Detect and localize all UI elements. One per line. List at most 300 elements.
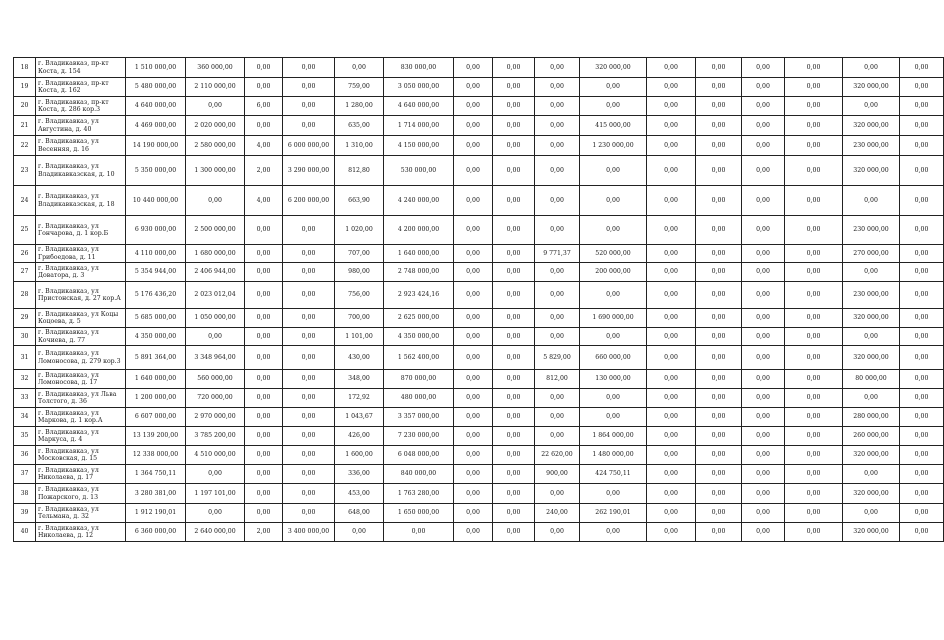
amount-cell: 0,00 (647, 282, 696, 309)
amount-cell: 0,00 (647, 97, 696, 116)
amount-cell: 0,00 (283, 504, 335, 523)
amount-cell: 5 685 000,00 (126, 309, 186, 328)
amount-cell: 0,00 (696, 389, 742, 408)
amount-cell: 530 000,00 (384, 156, 454, 186)
amount-cell: 0,00 (742, 58, 785, 78)
address-cell: г. Владикавказ, ул Николаева, д. 17 (36, 465, 126, 484)
amount-cell: 0,00 (696, 116, 742, 136)
amount-cell: 0,00 (493, 156, 535, 186)
amount-cell: 0,00 (283, 97, 335, 116)
amount-cell: 1 043,67 (335, 408, 384, 427)
amount-cell: 7 230 000,00 (384, 427, 454, 446)
amount-cell: 0,00 (900, 263, 944, 282)
amount-cell: 0,00 (283, 484, 335, 504)
amount-cell: 0,00 (647, 245, 696, 263)
amount-cell: 2 625 000,00 (384, 309, 454, 328)
amount-cell: 812,00 (535, 370, 580, 389)
amount-cell: 4 200 000,00 (384, 216, 454, 245)
amount-cell: 4 510 000,00 (186, 446, 245, 465)
row-number-cell: 35 (14, 427, 36, 446)
amount-cell: 3 290 000,00 (283, 156, 335, 186)
amount-cell: 0,00 (900, 370, 944, 389)
amount-cell: 0,00 (696, 58, 742, 78)
amount-cell: 0,00 (493, 282, 535, 309)
amount-cell: 1 364 750,11 (126, 465, 186, 484)
amount-cell: 0,00 (900, 446, 944, 465)
amount-cell: 707,00 (335, 245, 384, 263)
amount-cell: 0,00 (493, 370, 535, 389)
amount-cell: 0,00 (742, 116, 785, 136)
amount-cell: 0,00 (647, 446, 696, 465)
amount-cell: 0,00 (493, 427, 535, 446)
address-cell: г. Владикавказ, ул Августина, д. 40 (36, 116, 126, 136)
amount-cell: 3 357 000,00 (384, 408, 454, 427)
address-cell: г. Владикавказ, пр-кт Коста, д. 154 (36, 58, 126, 78)
row-number-cell: 33 (14, 389, 36, 408)
table-row (14, 116, 944, 136)
amount-cell: 0,00 (493, 446, 535, 465)
amount-cell: 0,00 (454, 156, 493, 186)
amount-cell: 0,00 (785, 156, 843, 186)
table-row (14, 465, 944, 484)
address-cell: г. Владикавказ, ул Грибоедова, д. 11 (36, 245, 126, 263)
amount-cell: 0,00 (454, 78, 493, 97)
amount-cell: 4 240 000,00 (384, 186, 454, 216)
amount-cell: 200 000,00 (580, 263, 647, 282)
table-row (14, 156, 944, 186)
amount-cell: 6 200 000,00 (283, 186, 335, 216)
amount-cell: 0,00 (535, 389, 580, 408)
amount-cell: 1 600,00 (335, 446, 384, 465)
amount-cell: 0,00 (900, 216, 944, 245)
amount-cell: 0,00 (900, 282, 944, 309)
amount-cell: 5 176 436,20 (126, 282, 186, 309)
row-number-cell: 27 (14, 263, 36, 282)
row-number-cell: 34 (14, 408, 36, 427)
amount-cell: 0,00 (493, 504, 535, 523)
amount-cell: 480 000,00 (384, 389, 454, 408)
amount-cell: 1 510 000,00 (126, 58, 186, 78)
row-number-cell: 30 (14, 328, 36, 346)
amount-cell: 980,00 (335, 263, 384, 282)
amount-cell: 0,00 (647, 408, 696, 427)
amount-cell: 0,00 (535, 427, 580, 446)
amount-cell: 0,00 (696, 309, 742, 328)
amount-cell: 0,00 (696, 346, 742, 370)
amount-cell: 0,00 (493, 58, 535, 78)
amount-cell: 22 620,00 (535, 446, 580, 465)
amount-cell: 4 640 000,00 (126, 97, 186, 116)
amount-cell: 1 912 190,01 (126, 504, 186, 523)
amount-cell: 0,00 (283, 328, 335, 346)
amount-cell: 0,00 (335, 523, 384, 542)
amount-cell: 0,00 (535, 523, 580, 542)
table-row (14, 136, 944, 156)
amount-cell: 0,00 (535, 328, 580, 346)
amount-cell: 1 690 000,00 (580, 309, 647, 328)
amount-cell: 0,00 (843, 504, 900, 523)
amount-cell: 0,00 (742, 370, 785, 389)
amount-cell: 0,00 (696, 523, 742, 542)
amount-cell: 0,00 (785, 309, 843, 328)
amount-cell: 3 348 964,00 (186, 346, 245, 370)
amount-cell: 0,00 (535, 136, 580, 156)
amount-cell: 648,00 (335, 504, 384, 523)
amount-cell: 720 000,00 (186, 389, 245, 408)
amount-cell: 0,00 (245, 389, 283, 408)
amount-cell: 0,00 (283, 446, 335, 465)
amount-cell: 2 406 944,00 (186, 263, 245, 282)
amount-cell: 0,00 (245, 346, 283, 370)
row-number-cell: 29 (14, 309, 36, 328)
amount-cell: 0,00 (647, 186, 696, 216)
amount-cell: 0,00 (696, 97, 742, 116)
amount-cell: 1 480 000,00 (580, 446, 647, 465)
table-row (14, 328, 944, 346)
amount-cell: 0,00 (454, 309, 493, 328)
amount-cell: 0,00 (580, 389, 647, 408)
address-cell: г. Владикавказ, ул Николаева, д. 12 (36, 523, 126, 542)
amount-cell: 0,00 (785, 216, 843, 245)
amount-cell: 240,00 (535, 504, 580, 523)
amount-cell: 2 640 000,00 (186, 523, 245, 542)
table-row (14, 346, 944, 370)
amount-cell: 0,00 (900, 484, 944, 504)
row-number-cell: 24 (14, 186, 36, 216)
amount-cell: 0,00 (535, 484, 580, 504)
amount-cell: 262 190,01 (580, 504, 647, 523)
row-number-cell: 23 (14, 156, 36, 186)
amount-cell: 0,00 (454, 523, 493, 542)
amount-cell: 130 000,00 (580, 370, 647, 389)
amount-cell: 0,00 (647, 370, 696, 389)
amount-cell: 5 354 944,00 (126, 263, 186, 282)
table-row (14, 78, 944, 97)
amount-cell: 0,00 (245, 245, 283, 263)
amount-cell: 0,00 (647, 136, 696, 156)
amount-cell: 2 020 000,00 (186, 116, 245, 136)
amount-cell: 0,00 (900, 389, 944, 408)
amount-cell: 0,00 (283, 346, 335, 370)
amount-cell: 1 562 400,00 (384, 346, 454, 370)
amount-cell: 9 771,37 (535, 245, 580, 263)
amount-cell: 0,00 (647, 504, 696, 523)
amount-cell: 0,00 (696, 263, 742, 282)
amount-cell: 1 280,00 (335, 97, 384, 116)
amount-cell: 0,00 (186, 465, 245, 484)
amount-cell: 0,00 (647, 78, 696, 97)
amount-cell: 0,00 (696, 328, 742, 346)
amount-cell: 0,00 (696, 136, 742, 156)
table-row (14, 504, 944, 523)
amount-cell: 0,00 (335, 58, 384, 78)
amount-cell: 0,00 (493, 309, 535, 328)
amount-cell: 0,00 (785, 523, 843, 542)
row-number-cell: 18 (14, 58, 36, 78)
amount-cell: 0,00 (283, 216, 335, 245)
table-row (14, 446, 944, 465)
amount-cell: 0,00 (785, 186, 843, 216)
amount-cell: 0,00 (454, 216, 493, 245)
amount-cell: 1 640 000,00 (384, 245, 454, 263)
table-row (14, 309, 944, 328)
amount-cell: 270 000,00 (843, 245, 900, 263)
amount-cell: 172,92 (335, 389, 384, 408)
address-cell: г. Владикавказ, ул Коцы Коцоева, д. 5 (36, 309, 126, 328)
row-number-cell: 25 (14, 216, 36, 245)
amount-cell: 0,00 (493, 116, 535, 136)
amount-cell: 0,00 (742, 446, 785, 465)
amount-cell: 0,00 (580, 156, 647, 186)
amount-cell: 0,00 (493, 465, 535, 484)
amount-cell: 0,00 (493, 245, 535, 263)
amount-cell: 0,00 (742, 97, 785, 116)
amount-cell: 4 110 000,00 (126, 245, 186, 263)
amount-cell: 0,00 (283, 465, 335, 484)
amount-cell: 0,00 (454, 136, 493, 156)
amount-cell: 1 197 101,00 (186, 484, 245, 504)
amount-cell: 0,00 (647, 309, 696, 328)
amount-cell: 0,00 (580, 484, 647, 504)
amount-cell: 0,00 (245, 309, 283, 328)
amount-cell: 0,00 (785, 282, 843, 309)
amount-cell: 2,00 (245, 523, 283, 542)
amount-cell: 0,00 (785, 427, 843, 446)
amount-cell: 0,00 (493, 216, 535, 245)
amount-cell: 0,00 (742, 282, 785, 309)
amount-cell: 3 050 000,00 (384, 78, 454, 97)
amount-cell: 320 000,00 (843, 156, 900, 186)
amount-cell: 4,00 (245, 136, 283, 156)
amount-cell: 0,00 (742, 465, 785, 484)
amount-cell: 0,00 (454, 328, 493, 346)
amount-cell: 0,00 (535, 78, 580, 97)
table-row (14, 389, 944, 408)
amount-cell: 0,00 (454, 370, 493, 389)
amount-cell: 0,00 (283, 408, 335, 427)
amount-cell: 1 310,00 (335, 136, 384, 156)
amount-cell: 0,00 (785, 245, 843, 263)
amount-cell: 0,00 (186, 504, 245, 523)
amount-cell: 426,00 (335, 427, 384, 446)
amount-cell: 415 000,00 (580, 116, 647, 136)
amount-cell: 0,00 (785, 484, 843, 504)
amount-cell: 0,00 (843, 58, 900, 78)
row-number-cell: 32 (14, 370, 36, 389)
amount-cell: 560 000,00 (186, 370, 245, 389)
amount-cell: 320 000,00 (843, 446, 900, 465)
amount-cell: 0,00 (696, 216, 742, 245)
amount-cell: 320 000,00 (843, 346, 900, 370)
amount-cell: 348,00 (335, 370, 384, 389)
table-row (14, 58, 944, 78)
amount-cell: 0,00 (647, 427, 696, 446)
address-cell: г. Владикавказ, ул Гончарова, д. 1 кор.Б (36, 216, 126, 245)
amount-cell: 0,00 (493, 523, 535, 542)
amount-cell: 0,00 (900, 116, 944, 136)
amount-cell: 0,00 (696, 78, 742, 97)
amount-cell: 0,00 (493, 136, 535, 156)
amount-cell: 520 000,00 (580, 245, 647, 263)
amount-cell: 430,00 (335, 346, 384, 370)
amount-cell: 0,00 (696, 484, 742, 504)
amount-cell: 0,00 (245, 58, 283, 78)
amount-cell: 0,00 (843, 465, 900, 484)
amount-cell: 0,00 (900, 156, 944, 186)
amount-cell: 0,00 (245, 427, 283, 446)
amount-cell: 0,00 (647, 389, 696, 408)
address-cell: г. Владикавказ, ул Ломоносова, д. 279 кор.3 (36, 346, 126, 370)
address-cell: г. Владикавказ, ул Московская, д. 15 (36, 446, 126, 465)
amount-cell: 0,00 (283, 78, 335, 97)
amount-cell: 0,00 (283, 263, 335, 282)
amount-cell: 756,00 (335, 282, 384, 309)
table-row (14, 245, 944, 263)
amount-cell: 0,00 (283, 282, 335, 309)
amount-cell: 6 360 000,00 (126, 523, 186, 542)
amount-cell: 0,00 (900, 78, 944, 97)
amount-cell: 0,00 (900, 245, 944, 263)
amount-cell: 230 000,00 (843, 282, 900, 309)
amount-cell: 0,00 (647, 116, 696, 136)
amount-cell: 0,00 (454, 346, 493, 370)
amount-cell: 1 101,00 (335, 328, 384, 346)
table-row (14, 484, 944, 504)
amount-cell: 0,00 (696, 156, 742, 186)
amount-cell: 0,00 (454, 116, 493, 136)
amount-cell: 0,00 (900, 136, 944, 156)
address-cell: г. Владикавказ, пр-кт Коста, д. 286 кор.3 (36, 97, 126, 116)
amount-cell: 0,00 (245, 504, 283, 523)
amount-cell: 0,00 (900, 408, 944, 427)
row-number-cell: 38 (14, 484, 36, 504)
amount-cell: 0,00 (742, 523, 785, 542)
amount-cell: 453,00 (335, 484, 384, 504)
address-cell: г. Владикавказ, ул Маркова, д. 1 кор.А (36, 408, 126, 427)
amount-cell: 0,00 (580, 216, 647, 245)
amount-cell: 2 110 000,00 (186, 78, 245, 97)
amount-cell: 660 000,00 (580, 346, 647, 370)
amount-cell: 1 680 000,00 (186, 245, 245, 263)
amount-cell: 0,00 (785, 370, 843, 389)
amount-cell: 0,00 (742, 408, 785, 427)
amount-cell: 0,00 (742, 484, 785, 504)
row-number-cell: 22 (14, 136, 36, 156)
amount-cell: 0,00 (696, 245, 742, 263)
amount-cell: 0,00 (283, 427, 335, 446)
amount-cell: 0,00 (454, 446, 493, 465)
amount-cell: 1 230 000,00 (580, 136, 647, 156)
amount-cell: 0,00 (580, 97, 647, 116)
amount-cell: 0,00 (493, 408, 535, 427)
amount-cell: 6 607 000,00 (126, 408, 186, 427)
amount-cell: 0,00 (785, 263, 843, 282)
amount-cell: 0,00 (785, 136, 843, 156)
amount-cell: 0,00 (785, 408, 843, 427)
amount-cell: 0,00 (283, 389, 335, 408)
amount-cell: 0,00 (647, 263, 696, 282)
table-row (14, 523, 944, 542)
amount-cell: 0,00 (647, 523, 696, 542)
amount-cell: 1 200 000,00 (126, 389, 186, 408)
amount-cell: 0,00 (454, 427, 493, 446)
amount-cell: 0,00 (245, 465, 283, 484)
amount-cell: 0,00 (535, 408, 580, 427)
amount-cell: 0,00 (900, 309, 944, 328)
amount-cell: 0,00 (245, 484, 283, 504)
address-cell: г. Владикавказ, ул Тельмана, д. 32 (36, 504, 126, 523)
table-row (14, 408, 944, 427)
amount-cell: 230 000,00 (843, 136, 900, 156)
row-number-cell: 39 (14, 504, 36, 523)
amount-cell: 0,00 (535, 186, 580, 216)
address-cell: г. Владикавказ, ул Кочиева, д. 77 (36, 328, 126, 346)
amount-cell: 0,00 (900, 328, 944, 346)
amount-cell: 3 400 000,00 (283, 523, 335, 542)
amount-cell: 0,00 (647, 156, 696, 186)
amount-cell: 1 763 280,00 (384, 484, 454, 504)
amount-cell: 12 338 000,00 (126, 446, 186, 465)
amount-cell: 4 150 000,00 (384, 136, 454, 156)
amount-cell: 6 000 000,00 (283, 136, 335, 156)
amount-cell: 0,00 (493, 484, 535, 504)
amount-cell: 5 350 000,00 (126, 156, 186, 186)
amount-cell: 4 350 000,00 (384, 328, 454, 346)
amount-cell: 700,00 (335, 309, 384, 328)
row-number-cell: 28 (14, 282, 36, 309)
amount-cell: 0,00 (535, 282, 580, 309)
amount-cell: 0,00 (245, 263, 283, 282)
amount-cell: 830 000,00 (384, 58, 454, 78)
amount-cell: 0,00 (900, 504, 944, 523)
amount-cell: 0,00 (535, 58, 580, 78)
amount-cell: 0,00 (580, 408, 647, 427)
amount-cell: 0,00 (454, 97, 493, 116)
amount-cell: 1 020,00 (335, 216, 384, 245)
amount-cell: 0,00 (493, 263, 535, 282)
amount-cell: 0,00 (843, 186, 900, 216)
amount-cell: 0,00 (900, 427, 944, 446)
amount-cell: 0,00 (785, 328, 843, 346)
row-number-cell: 19 (14, 78, 36, 97)
row-number-cell: 40 (14, 523, 36, 542)
amount-cell: 0,00 (454, 263, 493, 282)
amount-cell: 0,00 (696, 427, 742, 446)
amount-cell: 0,00 (493, 389, 535, 408)
amount-cell: 320 000,00 (843, 484, 900, 504)
table-row (14, 427, 944, 446)
amount-cell: 0,00 (454, 484, 493, 504)
amount-cell: 0,00 (696, 282, 742, 309)
table-body (14, 58, 944, 542)
amount-cell: 10 440 000,00 (126, 186, 186, 216)
amount-cell: 14 190 000,00 (126, 136, 186, 156)
amount-cell: 0,00 (245, 78, 283, 97)
amount-cell: 13 139 200,00 (126, 427, 186, 446)
amount-cell: 3 280 381,00 (126, 484, 186, 504)
amount-cell: 336,00 (335, 465, 384, 484)
amount-cell: 0,00 (454, 504, 493, 523)
amount-cell: 0,00 (454, 408, 493, 427)
amount-cell: 0,00 (785, 504, 843, 523)
amount-cell: 635,00 (335, 116, 384, 136)
amount-cell: 0,00 (535, 116, 580, 136)
amount-cell: 1 050 000,00 (186, 309, 245, 328)
amount-cell: 0,00 (454, 245, 493, 263)
table-row (14, 370, 944, 389)
amount-cell: 0,00 (742, 309, 785, 328)
amount-cell: 1 300 000,00 (186, 156, 245, 186)
